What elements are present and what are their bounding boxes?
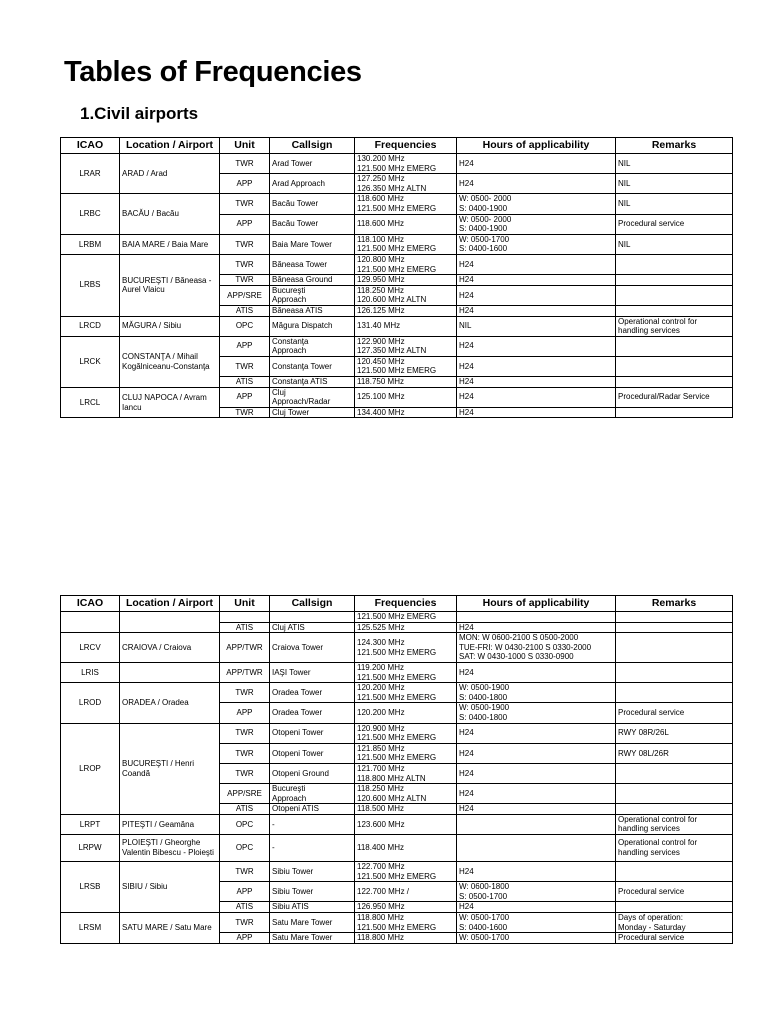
callsign-cell: Bucureşti Approach <box>270 784 355 804</box>
hours-cell: NIL <box>457 316 616 336</box>
callsign-cell: Arad Approach <box>270 174 355 194</box>
hours-cell <box>457 612 616 623</box>
frequency-cell: 118.800 MHz <box>355 933 457 944</box>
unit-cell: APP <box>220 214 270 234</box>
frequency-cell: 118.600 MHz 121.500 MHz EMERG <box>355 194 457 214</box>
frequency-cell: 118.750 MHz <box>355 377 457 388</box>
unit-cell: TWR <box>220 763 270 783</box>
unit-cell: APP <box>220 703 270 723</box>
unit-cell: ATIS <box>220 377 270 388</box>
callsign-header: Callsign <box>270 138 355 154</box>
remarks-cell: NIL <box>616 174 733 194</box>
page-title: Tables of Frequencies <box>64 56 362 88</box>
callsign-cell: Bacău Tower <box>270 214 355 234</box>
remarks-header: Remarks <box>616 138 733 154</box>
remarks-cell <box>616 622 733 633</box>
callsign-cell: Sibiu ATIS <box>270 902 355 913</box>
remarks-cell <box>616 377 733 388</box>
hours-cell: H24 <box>457 377 616 388</box>
hours-cell: H24 <box>457 387 616 407</box>
table-row <box>61 387 733 407</box>
frequency-cell: 131.40 MHz <box>355 316 457 336</box>
unit-cell: TWR <box>220 154 270 174</box>
table-row <box>61 913 733 933</box>
remarks-cell <box>616 683 733 703</box>
callsign-cell: Oradea Tower <box>270 683 355 703</box>
callsign-cell: Satu Mare Tower <box>270 913 355 933</box>
icao-cell: LRBC <box>61 194 120 234</box>
remarks-cell: Procedural service <box>616 703 733 723</box>
remarks-cell: Procedural service <box>616 933 733 944</box>
section-heading: 1.Civil airports <box>80 104 199 123</box>
frequency-cell: 118.500 MHz <box>355 804 457 815</box>
hours-cell: H24 <box>457 763 616 783</box>
table-row <box>61 254 733 274</box>
callsign-cell: Sibiu Tower <box>270 862 355 882</box>
location-cell: PITEŞTI / Geamăna <box>120 814 220 834</box>
callsign-cell: Băneasa Tower <box>270 254 355 274</box>
icao-cell: LROD <box>61 683 120 723</box>
hours-cell: H24 <box>457 154 616 174</box>
frequencies-header: Frequencies <box>355 596 457 612</box>
callsign-cell: Otopeni Tower <box>270 743 355 763</box>
hours-header: Hours of applicability <box>457 596 616 612</box>
frequency-cell: 124.300 MHz 121.500 MHz EMERG <box>355 633 457 663</box>
hours-cell: H24 <box>457 902 616 913</box>
hours-cell: H24 <box>457 407 616 418</box>
remarks-cell: Operational control for handling services <box>616 316 733 336</box>
unit-cell: APP <box>220 336 270 356</box>
frequency-cell: 120.200 MHz <box>355 703 457 723</box>
callsign-cell <box>270 612 355 623</box>
remarks-cell: Days of operation: Monday - Saturday <box>616 913 733 933</box>
remarks-cell <box>616 356 733 376</box>
hours-cell: W: 0500-1900 S: 0400-1800 <box>457 703 616 723</box>
callsign-cell: Bucureşti Approach <box>270 285 355 305</box>
hours-cell <box>457 835 616 862</box>
remarks-cell <box>616 902 733 913</box>
location-cell <box>120 612 220 633</box>
callsign-cell: - <box>270 814 355 834</box>
hours-cell: W: 0600-1800 S: 0500-1700 <box>457 882 616 902</box>
remarks-cell: RWY 08L/26R <box>616 743 733 763</box>
unit-cell: TWR <box>220 234 270 254</box>
frequency-cell: 121.850 MHz 121.500 MHz EMERG <box>355 743 457 763</box>
hours-cell: H24 <box>457 174 616 194</box>
unit-cell: APP/SRE <box>220 784 270 804</box>
frequency-cell: 126.950 MHz <box>355 902 457 913</box>
icao-cell: LRBS <box>61 254 120 316</box>
frequency-cell: 125.100 MHz <box>355 387 457 407</box>
frequency-cell: 120.200 MHz 121.500 MHz EMERG <box>355 683 457 703</box>
callsign-cell: Constanţa Tower <box>270 356 355 376</box>
frequency-cell: 118.100 MHz 121.500 MHz EMERG <box>355 234 457 254</box>
unit-cell: APP/SRE <box>220 285 270 305</box>
table-row <box>61 662 733 682</box>
table-row <box>61 612 733 623</box>
frequency-cell: 122.900 MHz 127.350 MHz ALTN <box>355 336 457 356</box>
unit-cell: ATIS <box>220 902 270 913</box>
hours-cell: H24 <box>457 784 616 804</box>
callsign-cell: IAŞI Tower <box>270 662 355 682</box>
location-cell: SATU MARE / Satu Mare <box>120 913 220 944</box>
callsign-cell: Cluj Tower <box>270 407 355 418</box>
callsign-cell: Oradea Tower <box>270 703 355 723</box>
hours-cell: W: 0500-1700 S: 0400-1600 <box>457 234 616 254</box>
unit-header: Unit <box>220 138 270 154</box>
frequency-cell: 126.125 MHz <box>355 305 457 316</box>
remarks-cell: Operational control for handling services <box>616 835 733 862</box>
remarks-cell <box>616 763 733 783</box>
table-row <box>61 814 733 834</box>
callsign-cell: Cluj Approach/Radar <box>270 387 355 407</box>
unit-cell: APP/TWR <box>220 662 270 682</box>
hours-cell: W: 0500-1900 S: 0400-1800 <box>457 683 616 703</box>
unit-cell: TWR <box>220 913 270 933</box>
frequency-cell: 118.400 MHz <box>355 835 457 862</box>
hours-cell: H24 <box>457 356 616 376</box>
unit-cell: APP/TWR <box>220 633 270 663</box>
frequency-cell: 130.200 MHz 121.500 MHz EMERG <box>355 154 457 174</box>
remarks-cell <box>616 612 733 623</box>
unit-cell: APP <box>220 387 270 407</box>
location-cell: BUCUREŞTI / Băneasa - Aurel Vlaicu <box>120 254 220 316</box>
icao-cell: LRBM <box>61 234 120 254</box>
location-cell: ARAD / Arad <box>120 154 220 194</box>
callsign-cell: Otopeni Ground <box>270 763 355 783</box>
hours-cell: H24 <box>457 275 616 286</box>
location-cell: SIBIU / Sibiu <box>120 862 220 913</box>
location-cell <box>120 662 220 682</box>
table-row <box>61 723 733 743</box>
frequency-table-1 <box>60 137 733 418</box>
unit-cell: APP <box>220 882 270 902</box>
unit-cell: APP <box>220 933 270 944</box>
remarks-cell <box>616 305 733 316</box>
location-cell: BACĂU / Bacău <box>120 194 220 234</box>
remarks-cell <box>616 633 733 663</box>
callsign-cell: Cluj ATIS <box>270 622 355 633</box>
unit-cell: OPC <box>220 814 270 834</box>
table-row <box>61 835 733 862</box>
frequency-cell: 127.250 MHz 126.350 MHz ALTN <box>355 174 457 194</box>
remarks-cell <box>616 285 733 305</box>
unit-cell: APP <box>220 174 270 194</box>
icao-cell: LRCK <box>61 336 120 387</box>
frequency-cell: 134.400 MHz <box>355 407 457 418</box>
unit-header: Unit <box>220 596 270 612</box>
hours-cell: W: 0500- 2000 S: 0400-1900 <box>457 214 616 234</box>
location-header: Location / Airport <box>120 138 220 154</box>
frequency-cell: 123.600 MHz <box>355 814 457 834</box>
hours-cell: H24 <box>457 743 616 763</box>
icao-cell: LRSB <box>61 862 120 913</box>
hours-cell: H24 <box>457 723 616 743</box>
frequency-cell: 121.700 MHz 118.800 MHz ALTN <box>355 763 457 783</box>
location-cell: BUCUREŞTI / Henri Coandă <box>120 723 220 814</box>
hours-cell: H24 <box>457 305 616 316</box>
table-row <box>61 234 733 254</box>
frequency-cell: 118.600 MHz <box>355 214 457 234</box>
hours-cell: H24 <box>457 662 616 682</box>
remarks-cell <box>616 407 733 418</box>
location-cell: PLOIEŞTI / Gheorghe Valentin Bibescu - Ploieşti <box>120 835 220 862</box>
callsign-cell: Băneasa Ground <box>270 275 355 286</box>
unit-cell: TWR <box>220 194 270 214</box>
unit-cell: TWR <box>220 275 270 286</box>
frequency-cell: 120.800 MHz 121.500 MHz EMERG <box>355 254 457 274</box>
frequency-cell: 120.450 MHz 121.500 MHz EMERG <box>355 356 457 376</box>
unit-cell: TWR <box>220 254 270 274</box>
remarks-cell <box>616 784 733 804</box>
remarks-cell: Procedural service <box>616 214 733 234</box>
remarks-cell: NIL <box>616 194 733 214</box>
table-header <box>61 138 733 154</box>
table-row <box>61 154 733 174</box>
location-cell: CLUJ NAPOCA / Avram Iancu <box>120 387 220 418</box>
callsign-cell: Măgura Dispatch <box>270 316 355 336</box>
unit-cell: TWR <box>220 683 270 703</box>
unit-cell <box>220 612 270 623</box>
hours-cell: W: 0500-1700 <box>457 933 616 944</box>
location-cell: CRAIOVA / Craiova <box>120 633 220 663</box>
hours-cell: H24 <box>457 804 616 815</box>
icao-cell: LRPW <box>61 835 120 862</box>
frequency-table-2 <box>60 595 733 944</box>
callsign-cell: Sibiu Tower <box>270 882 355 902</box>
remarks-cell <box>616 254 733 274</box>
remarks-header: Remarks <box>616 596 733 612</box>
unit-cell: ATIS <box>220 305 270 316</box>
table-body <box>61 154 733 418</box>
icao-cell: LRCD <box>61 316 120 336</box>
remarks-cell <box>616 804 733 815</box>
table-row <box>61 683 733 703</box>
callsign-cell: Constanţa Approach <box>270 336 355 356</box>
callsign-cell: - <box>270 835 355 862</box>
callsign-cell: Otopeni ATIS <box>270 804 355 815</box>
frequency-cell: 119.200 MHz 121.500 MHz EMERG <box>355 662 457 682</box>
icao-cell: LRCL <box>61 387 120 418</box>
remarks-cell: Procedural/Radar Service <box>616 387 733 407</box>
frequency-cell: 118.800 MHz 121.500 MHz EMERG <box>355 913 457 933</box>
callsign-header: Callsign <box>270 596 355 612</box>
frequency-cell: 120.900 MHz 121.500 MHz EMERG <box>355 723 457 743</box>
remarks-cell <box>616 336 733 356</box>
callsign-cell: Constanţa ATIS <box>270 377 355 388</box>
table-row <box>61 633 733 663</box>
frequency-cell: 121.500 MHz EMERG <box>355 612 457 623</box>
remarks-cell: RWY 08R/26L <box>616 723 733 743</box>
hours-cell: H24 <box>457 336 616 356</box>
hours-cell <box>457 814 616 834</box>
callsign-cell: Craiova Tower <box>270 633 355 663</box>
icao-cell: LROP <box>61 723 120 814</box>
unit-cell: ATIS <box>220 622 270 633</box>
frequency-cell: 125.525 MHz <box>355 622 457 633</box>
unit-cell: TWR <box>220 356 270 376</box>
hours-cell: H24 <box>457 862 616 882</box>
icao-cell <box>61 612 120 633</box>
remarks-cell: NIL <box>616 154 733 174</box>
table-row <box>61 316 733 336</box>
icao-cell: LRPT <box>61 814 120 834</box>
frequency-cell: 122.700 MHz / <box>355 882 457 902</box>
table-row <box>61 194 733 214</box>
callsign-cell: Otopeni Tower <box>270 723 355 743</box>
table-row <box>61 862 733 882</box>
remarks-cell <box>616 862 733 882</box>
icao-cell: LRAR <box>61 154 120 194</box>
remarks-cell <box>616 275 733 286</box>
unit-cell: OPC <box>220 316 270 336</box>
hours-cell: H24 <box>457 285 616 305</box>
location-cell: CONSTANŢA / Mihail Kogălniceanu-Constanţa <box>120 336 220 387</box>
frequency-cell: 118.250 MHz 120.600 MHz ALTN <box>355 784 457 804</box>
unit-cell: TWR <box>220 743 270 763</box>
remarks-cell: Operational control for handling services <box>616 814 733 834</box>
hours-cell: H24 <box>457 254 616 274</box>
callsign-cell: Arad Tower <box>270 154 355 174</box>
unit-cell: ATIS <box>220 804 270 815</box>
callsign-cell: Băneasa ATIS <box>270 305 355 316</box>
callsign-cell: Baia Mare Tower <box>270 234 355 254</box>
location-cell: ORADEA / Oradea <box>120 683 220 723</box>
frequency-cell: 122.700 MHz 121.500 MHz EMERG <box>355 862 457 882</box>
frequency-cell: 129.950 MHz <box>355 275 457 286</box>
location-cell: MĂGURA / Sibiu <box>120 316 220 336</box>
table-body <box>61 612 733 944</box>
hours-cell: MON: W 0600-2100 S 0500-2000 TUE-FRI: W 0430-2100 S 0330-2000 SAT: W 0430-1000 S 0330-0900 <box>457 633 616 663</box>
hours-header: Hours of applicability <box>457 138 616 154</box>
table-header <box>61 596 733 612</box>
icao-cell: LRSM <box>61 913 120 944</box>
hours-cell: H24 <box>457 622 616 633</box>
callsign-cell: Satu Mare Tower <box>270 933 355 944</box>
icao-cell: LRIS <box>61 662 120 682</box>
hours-cell: W: 0500- 2000 S: 0400-1900 <box>457 194 616 214</box>
remarks-cell: NIL <box>616 234 733 254</box>
location-cell: BAIA MARE / Baia Mare <box>120 234 220 254</box>
icao-header: ICAO <box>61 138 120 154</box>
unit-cell: TWR <box>220 862 270 882</box>
frequencies-header: Frequencies <box>355 138 457 154</box>
icao-cell: LRCV <box>61 633 120 663</box>
hours-cell: W: 0500-1700 S: 0400-1600 <box>457 913 616 933</box>
callsign-cell: Bacău Tower <box>270 194 355 214</box>
unit-cell: TWR <box>220 723 270 743</box>
unit-cell: OPC <box>220 835 270 862</box>
table-row <box>61 336 733 356</box>
location-header: Location / Airport <box>120 596 220 612</box>
frequency-cell: 118.250 MHz 120.600 MHz ALTN <box>355 285 457 305</box>
remarks-cell <box>616 662 733 682</box>
unit-cell: TWR <box>220 407 270 418</box>
icao-header: ICAO <box>61 596 120 612</box>
remarks-cell: Procedural service <box>616 882 733 902</box>
